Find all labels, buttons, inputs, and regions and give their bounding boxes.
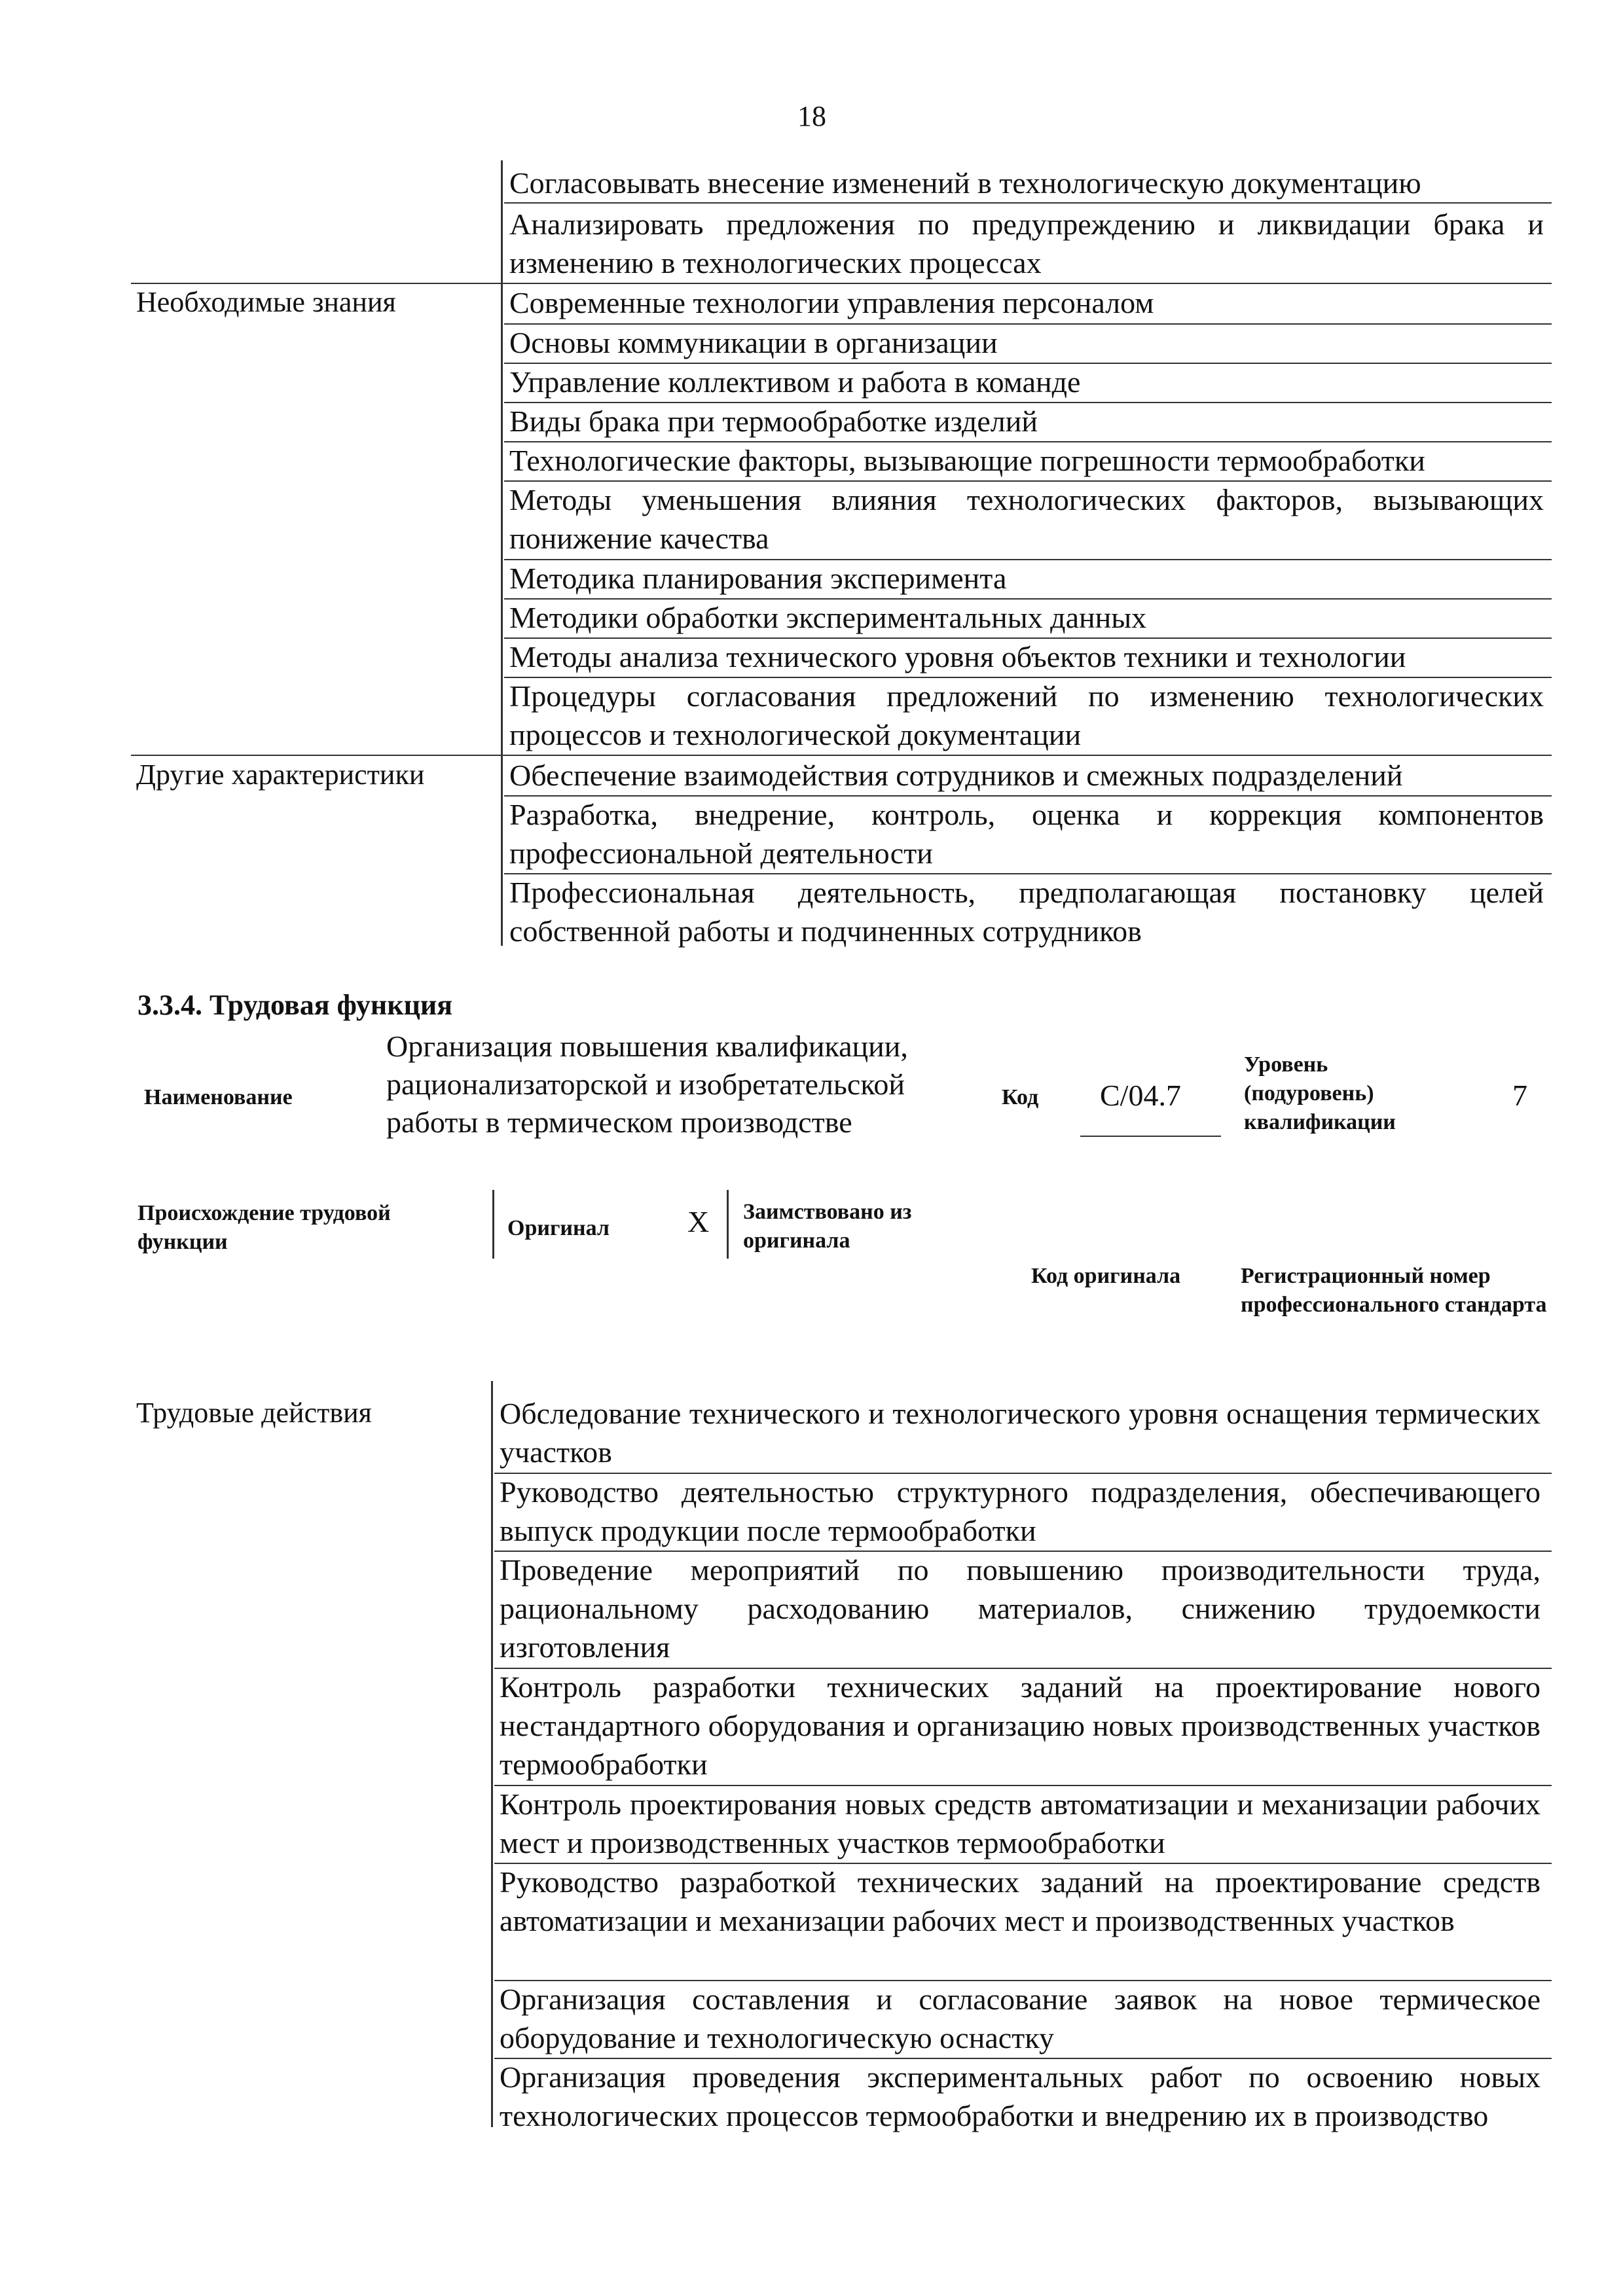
borrowed-label: Заимствовано из оригинала <box>743 1200 912 1253</box>
table-cell: Организация составления и согласование заявок на новое термическое оборудование и технологическую оснастку <box>500 1982 1541 2054</box>
other-characteristics-label: Другие характеристики <box>136 759 425 791</box>
table-cell: Процедуры согласования предложений по изменению технологических процессов и технологической документации <box>509 679 1544 751</box>
table-cell: Современные технологии управления персоналом <box>509 286 1154 319</box>
actions-label: Трудовые действия <box>136 1397 372 1429</box>
origin-divider <box>727 1190 729 1259</box>
table-cell: Контроль проектирования новых средств автоматизации и механизации рабочих мест и производственных участков термообработки <box>500 1787 1541 1859</box>
origin-label: Происхождение трудовой функции <box>137 1201 391 1254</box>
table-cell: Методы анализа технического уровня объектов техники и технологии <box>509 640 1406 673</box>
table-cell: Обследование технического и технологического уровня оснащения термических участков <box>500 1397 1541 1469</box>
competency-table <box>131 160 1552 952</box>
section-heading: 3.3.4. Трудовая функция <box>137 989 453 1021</box>
table-cell: Организация проведения экспериментальных работ по освоению новых технологических процессов термообработки и внедрению их в производство <box>500 2060 1541 2132</box>
origin-divider <box>492 1190 494 1259</box>
page-number: 18 <box>797 100 826 132</box>
table-cell: Анализировать предложения по предупреждению и ликвидации брака и изменению в технологических процессах <box>509 207 1544 279</box>
row-divider <box>504 202 1552 204</box>
table-cell: Технологические факторы, вызывающие погрешности термообработки <box>509 444 1425 477</box>
original-code-label: Код оригинала <box>1031 1264 1181 1288</box>
column-divider <box>501 160 503 946</box>
table-cell: Управление коллективом и работа в команде <box>509 365 1081 399</box>
column-divider <box>491 1381 493 2127</box>
knowledge-label: Необходимые знания <box>136 286 396 318</box>
table-cell: Руководство деятельностью структурного подразделения, обеспечивающего выпуск продукции после термообработки <box>500 1475 1541 1547</box>
table-cell: Обеспечение взаимодействия сотрудников и смежных подразделений <box>509 759 1403 792</box>
function-code: C/04.7 <box>1100 1079 1181 1112</box>
table-cell: Методы уменьшения влияния технологических факторов, вызывающих понижение качества <box>509 483 1544 555</box>
code-underline <box>1080 1136 1221 1137</box>
table-cell: Контроль разработки технических заданий на проектирование нового нестандартного оборудования и организацию новых производственных участков термообработки <box>500 1670 1541 1781</box>
table-cell: Основы коммуникации в организации <box>509 326 998 359</box>
original-label: Оригинал <box>507 1216 610 1240</box>
table-cell: Профессиональная деятельность, предполагающая постановку целей собственной работы и подчиненных сотрудников <box>509 876 1544 948</box>
level-label: Уровень (подуровень) квалификации <box>1244 1052 1396 1134</box>
level-value: 7 <box>1512 1079 1527 1112</box>
code-label: Код <box>1002 1085 1039 1109</box>
table-cell: Методики обработки экспериментальных данных <box>509 601 1147 634</box>
table-cell: Проведение мероприятий по повышению производительности труда, рациональному расходованию материалов, снижению трудоемкости изготовления <box>500 1553 1541 1664</box>
table-cell: Согласовывать внесение изменений в технологическую документацию <box>509 166 1421 200</box>
table-cell: Руководство разработкой технических заданий на проектирование средств автоматизации и механизации рабочих мест и производственных участков <box>500 1865 1541 1937</box>
name-label: Наименование <box>144 1085 293 1109</box>
original-mark: X <box>687 1205 710 1238</box>
function-name: Организация повышения квалификации, рационализаторской и изобретательской работы в термическом производстве <box>386 1030 908 1139</box>
table-cell: Методика планирования эксперимента <box>509 562 1007 595</box>
table-cell: Разработка, внедрение, контроль, оценка и коррекция компонентов профессиональной деятельности <box>509 798 1544 870</box>
registration-number-label: Регистрационный номер профессионального стандарта <box>1241 1264 1547 1317</box>
table-cell: Виды брака при термообработке изделий <box>509 404 1038 438</box>
actions-table <box>131 1381 1552 2132</box>
